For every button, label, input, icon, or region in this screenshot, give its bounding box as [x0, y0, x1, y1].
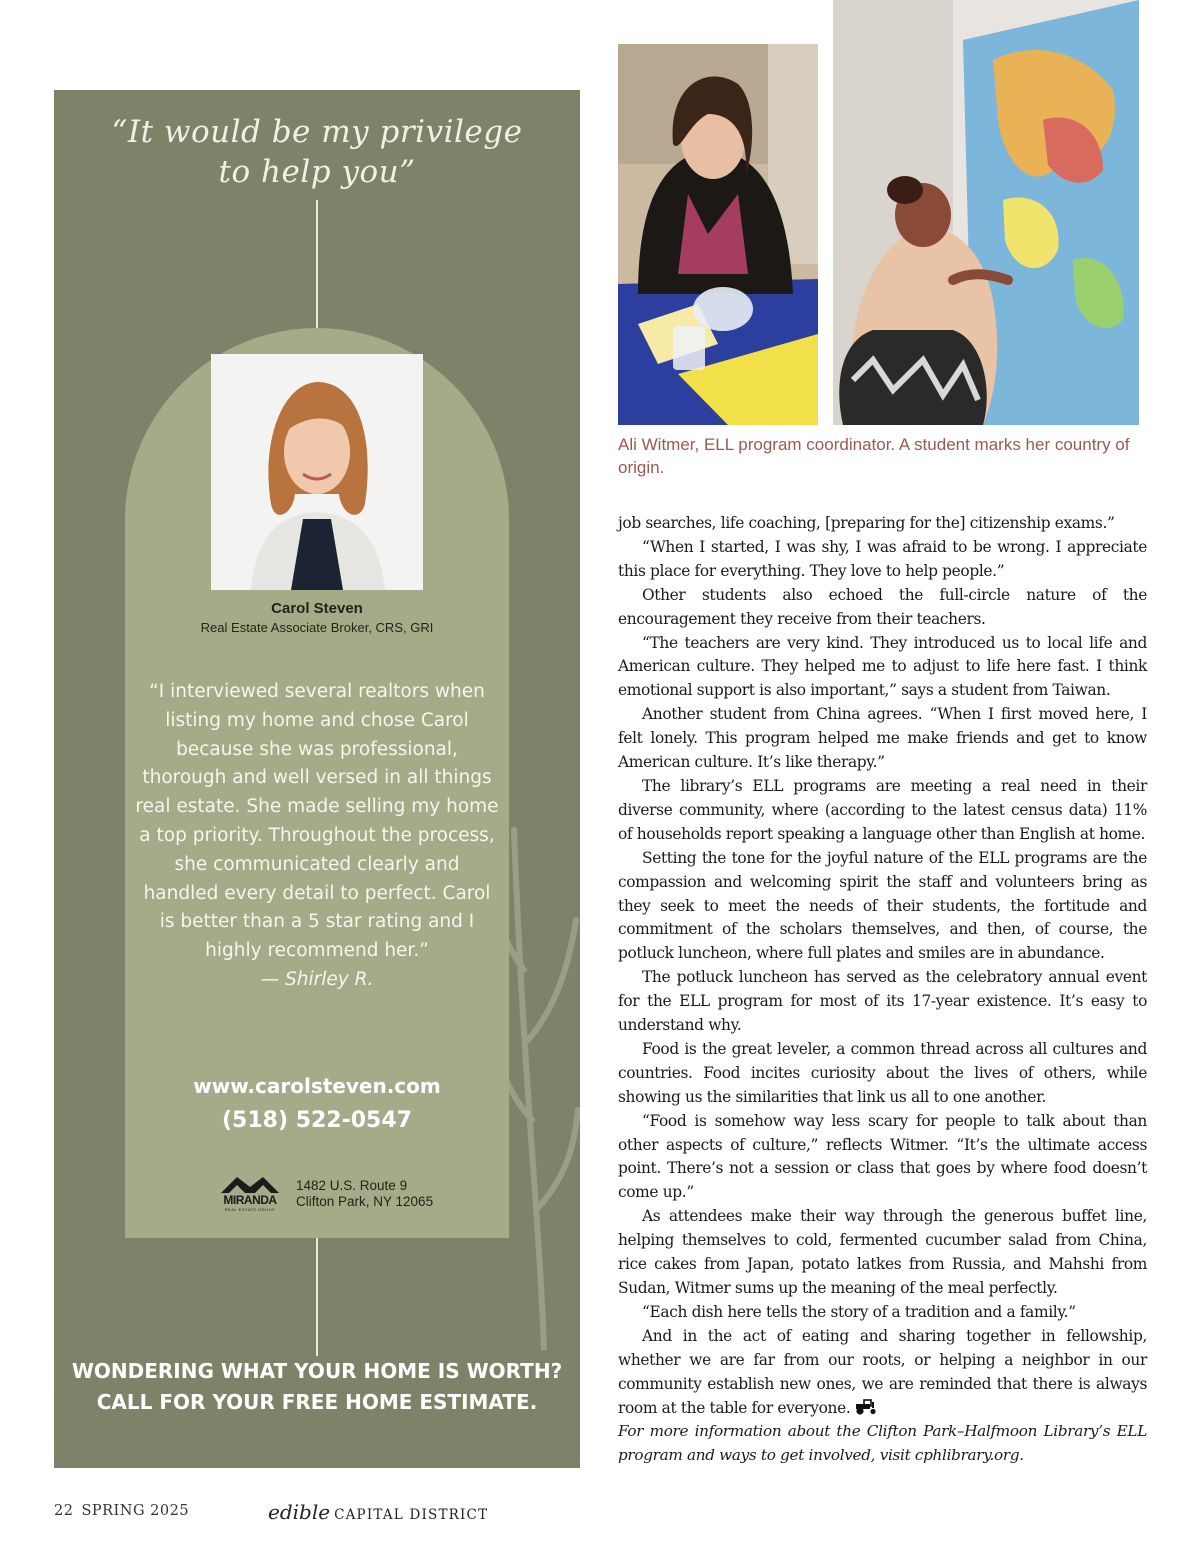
photo-student-map — [833, 0, 1139, 425]
paragraph: The potluck luncheon has served as the celebratory annual event for the ELL program for most of its 17-year existence. It’s easy to understand why. — [618, 968, 1147, 1035]
roof-icon — [217, 1173, 283, 1195]
agent-phone[interactable]: (518) 522-0547 — [222, 1108, 412, 1133]
office-address: 1482 U.S. Route 9 Clifton Park, NY 12065 — [296, 1178, 434, 1209]
call-to-action: WONDERING WHAT YOUR HOME IS WORTH? CALL FOR YOUR FREE HOME ESTIMATE. — [71, 1359, 563, 1414]
tractor-icon — [854, 1399, 880, 1415]
testimonial-quote — [135, 678, 499, 995]
paragraph: “The teachers are very kind. They introduced us to local life and American culture. They helped me to adjust to life here fast. I think emotional support is also important,” says a student from Taiwan. — [618, 633, 1147, 700]
more-info-note: For more information about the Clifton Park–Halfmoon Library’s ELL program and ways to get involved, visit cphlibrary.org. — [618, 1422, 1147, 1464]
article-body — [618, 512, 1147, 1420]
paragraph: Another student from China agrees. “When I first moved here, I felt lonely. This program helped me make friends and get to know American culture. It’s like therapy.” — [618, 705, 1147, 772]
testimonial-author: — Shirley R. — [260, 968, 374, 990]
paragraph: The library’s ELL programs are meeting a real need in their diverse community, where (according to the latest census data) 11% of households report speaking a language other than English at home. — [618, 776, 1147, 843]
agent-website[interactable]: www.carolsteven.com — [193, 1074, 441, 1098]
page-folio — [54, 1503, 189, 1519]
paragraph: “Food is somehow way less scary for people to talk about than other aspects of culture,” reflects Witmer. “It’s the ultimate access point. There’s not a session or class that goes by where food doesn’t come up.” — [618, 1111, 1147, 1202]
paragraph: Food is the great leveler, a common thread across all cultures and countries. Food incites curiosity about the lives of others, while showing us the similarities that link us all to one another. — [618, 1039, 1147, 1106]
paragraph: “When I started, I was shy, I was afraid to be wrong. I appreciate this place for everything. They love to help people.” — [618, 537, 1147, 580]
paragraph: Setting the tone for the joyful nature of the ELL programs are the compassion and welcoming spirit the staff and volunteers bring as they seek to meet the needs of their students, the fortitude and commitment of the scholars themselves, and then, of course, the potluck luncheon, where full plates and smiles are in abundance. — [618, 848, 1147, 963]
miranda-logo: MIRANDA REAL ESTATE GROUP — [217, 1173, 283, 1213]
agent-photo — [211, 354, 423, 590]
paragraph: As attendees make their way through the generous buffet line, helping themselves to cold, fermented cucumber salad from China, rice cakes from Japan, potato latkes from Russia, and Mahshi from Sudan, Witmer sums up the meaning of the meal perfectly. — [618, 1207, 1147, 1297]
paragraph: job searches, life coaching, [preparing for the] citizenship exams.” — [618, 514, 1115, 532]
real-estate-ad — [54, 90, 580, 1468]
divider-line-top — [316, 200, 318, 328]
magazine-brand: edible CAPITAL DISTRICT — [268, 1500, 489, 1524]
ad-headline: “It would be my privilege to help you” — [111, 114, 523, 190]
page-number: 22 — [54, 1503, 74, 1519]
paragraph: Other students also echoed the full-circle nature of the encouragement they receive from their teachers. — [618, 585, 1147, 628]
photo-caption: Ali Witmer, ELL program coordinator. A student marks her country of origin. — [618, 435, 1130, 477]
issue-label: SPRING 2025 — [81, 1503, 190, 1519]
agent-name: Carol Steven — [271, 600, 363, 617]
testimonial-text: “I interviewed several realtors when listing my home and chose Carol because she was professional, thorough and well versed in all things real estate. She made selling my home a top priority. Throughout the process, she communicated clearly and handled every detail to perfect. Carol is better than a 5 star rating and I highly recommend her.” — [135, 681, 499, 962]
divider-line-bottom — [316, 1238, 318, 1356]
agent-arch-card — [125, 328, 509, 1238]
photo-coordinator — [618, 44, 818, 425]
agent-title: Real Estate Associate Broker, CRS, GRI — [200, 620, 434, 635]
paragraph-last: And in the act of eating and sharing together in fellowship, whether we are far from our roots, or helping a neighbor in our community establish new ones, we are reminded that there is always room at the table for everyone. — [618, 1326, 1147, 1417]
paragraph: “Each dish here tells the story of a tradition and a family.” — [642, 1302, 1076, 1321]
